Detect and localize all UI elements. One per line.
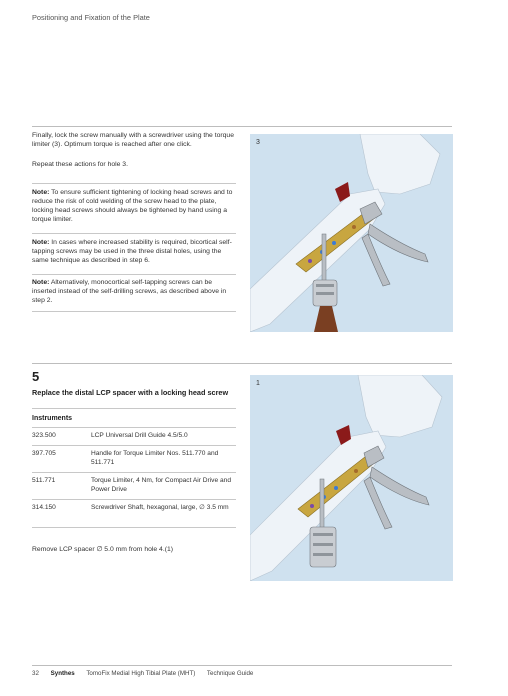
instrument-description: Screwdriver Shaft, hexagonal, large, ∅ 3.5 mm (91, 504, 229, 511)
instrument-description: Handle for Torque Limiter Nos. 511.770 and 511.771 (91, 450, 219, 466)
instrument-code: 511.771 (32, 477, 56, 484)
figure-remove-spacer (250, 375, 453, 581)
figure-number: 3 (256, 139, 260, 146)
footer-divider (32, 665, 452, 666)
note-label: Note: (32, 279, 50, 286)
step-number: 5 (32, 369, 40, 384)
note-label: Note: (32, 239, 50, 246)
page-footer (32, 670, 263, 677)
instrument-row-divider (32, 527, 236, 528)
brand-name: Synthes (50, 670, 75, 677)
note-text: Alternatively, monocortical self-tapping screws can be inserted instead of the self-drilling screws, as described above in step 2. (32, 279, 227, 304)
instrument-code: 397.705 (32, 450, 56, 457)
instrument-description: Torque Limiter, 4 Nm, for Compact Air Drive and Power Drive (91, 477, 231, 493)
section-divider-top (32, 126, 452, 127)
page-number: 32 (32, 670, 39, 677)
page-header-title: Positioning and Fixation of the Plate (32, 13, 150, 22)
note-label: Note: (32, 189, 50, 196)
paragraph-lock-screw: Finally, lock the screw manually with a screwdriver using the torque limiter (3). Optimum torque is reached after one click. (32, 132, 234, 148)
note-text: To ensure sufficient tightening of locking head screws and to reduce the risk of cold welding of the screw head to the plate, locking head screws should always be tightened by hand using a torque limiter. (32, 189, 233, 223)
note-bicortical (32, 238, 238, 265)
figure-torque-limiter (250, 134, 453, 332)
instrument-row-divider (32, 499, 236, 500)
instruments-divider-top (32, 408, 236, 409)
document-type: Technique Guide (206, 670, 254, 677)
step-title: Replace the distal LCP spacer with a locking head screw (32, 388, 229, 397)
paragraph-repeat-hole: Repeat these actions for hole 3. (32, 161, 128, 168)
surgical-illustration-spacer (250, 375, 453, 581)
instrument-description: LCP Universal Drill Guide 4.5/5.0 (91, 432, 188, 439)
instrument-row-divider (32, 445, 236, 446)
instrument-code: 314.150 (32, 504, 56, 511)
note-text: In cases where increased stability is required, bicortical self-tapping screws may be used in the three distal holes, using the same technique as described in step 6. (32, 239, 232, 264)
instruments-heading: Instruments (32, 415, 73, 422)
figure-number: 1 (256, 380, 260, 387)
instrument-code: 323.500 (32, 432, 56, 439)
note-torque-limiter (32, 188, 238, 224)
note3-divider (32, 274, 236, 275)
note-monocortical (32, 278, 238, 305)
note2-divider (32, 233, 236, 234)
section-divider-step5 (32, 363, 452, 364)
paragraph-remove-spacer: Remove LCP spacer ∅ 5.0 mm from hole 4.(1) (32, 546, 174, 553)
instrument-row-divider (32, 472, 236, 473)
instruments-divider (32, 427, 236, 428)
surgical-illustration-torque (250, 134, 453, 332)
note3-bottom-divider (32, 311, 236, 312)
document-title: TomoFix Medial High Tibial Plate (MHT) (86, 670, 196, 677)
note1-divider (32, 183, 236, 184)
